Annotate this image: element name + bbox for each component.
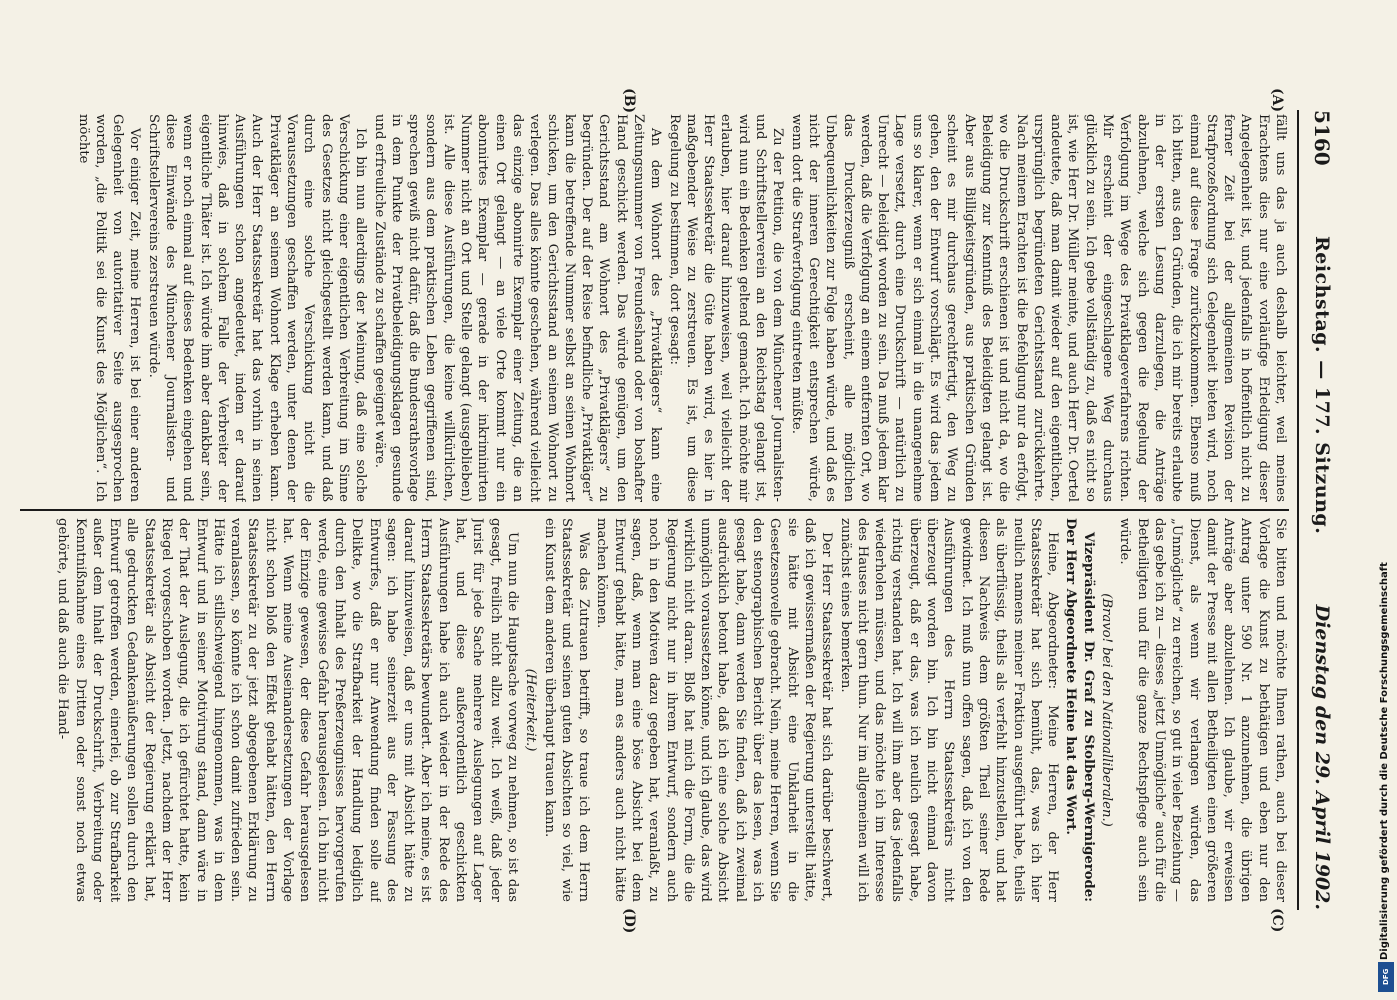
- paragraph: Was das Zutrauen betrifft, so traue ich dem Herrn Staatssekretär und seinen guten Absichten so viel, wie ein Kunst dem anderen überhaupt trauen kann.: [541, 518, 592, 902]
- margin-letter-b: (B): [621, 88, 637, 114]
- column-divider: [20, 509, 1289, 511]
- margin-letter-a: (A): [1269, 88, 1285, 113]
- page-header: [1297, 110, 1339, 910]
- left-column: [0, 114, 1289, 502]
- paragraph: Heine, Abgeordneter: Meine Herren, der Herr Staatssekretär hat sich bemüht, das, was ich hier neulich namens meiner Fraktion ausgeführt habe, theils als überflüssig, theils als verfehlt hinzustellen, und hat diesen Nachweis dem größten Theil seiner Rede gewidmet. Ich muß nun offen sagen, daß ich von den Ausführungen des Herrn Staatssekretärs nicht überzeugt worden bin. Ich bin nicht einmal davon überzeugt, daß er das, was ich neulich gesagt habe, richtig verstanden hat. Ich will ihm aber das jedenfalls wiederholen müssen, und das möchte ich im Interesse des Hauses nicht gern thun. Nur im allgemeinen will ich zunächst eines bemerken.: [837, 518, 1061, 902]
- session-date: Dienstag den 29. April 1902.: [1311, 604, 1333, 910]
- quoted-paragraph: An dem Wohnort des „Privatklägers“ kann eine Zeitungsnummer von Freundeshand oder von boshafter Hand geschickt werden. Das würde genügen, um den Gerichtsstand am Wohnort des „Privatklägers“ zu begründen. Der auf der Reise befindliche „Privatkläger“ kann die betreffende Nummer selbst an seinen Wohnort schicken, um den Gerichtsstand an seinem Wohnort zu verlegen. Das alles könnte geschehen, während vielleicht das einzige abonnirte Exemplar einer Zeitung, die an einen Ort gelangt — an viele Orte kommt nur ein abonnirtes Exemplar — gerade in der inkriminirten Nummer nicht an Ort und Stelle gelangt (ausgeblieben) ist. Alle diese Ausführungen, die keine willkürlichen, sondern aus dem praktischen Leben gegriffenen sind, sprechen gewiß nicht dafür, daß die Bundesrathsvorlage in dem Punkte der Privatbeleidigungsklagen gesunde und erfreuliche Zustände zu schaffen geeignet wäre.: [371, 114, 664, 502]
- paragraph: Ich bin nun allerdings der Meinung, daß eine solche Verschickung einer eigentlichen Verbreitung im Sinne des Gesetzes nicht gleichgestellt werden kann, und daß durch eine solche Verschickung nicht die Voraussetzungen geschaffen werden, unter denen der Privatkläger an seinem Wohnort Klage erheben kann. Auch der Herr Staatssekretär hat das vorhin in seinen Ausführungen schon angedeutet, indem er darauf hinwies, daß in solchem Falle der Verbreiter der eigentliche Thäter ist. Ich würde ihm aber dankbar sein, wenn er noch einmal auf dieses Bedenken eingehen und diese Einwände des Münchener Journalisten- und Schriftstellervereins zerstreuen würde.: [145, 114, 369, 502]
- paragraph: Der Herr Staatssekretär hat sich darüber beschwert, daß ich gewissermaßen der Regierung unterstellt hätte, sie hätte mit Absicht eine Unklarheit in die Gesetzesnovelle gebracht. Nein, meine Herren, wenn Sie den stenographischen Bericht über das lesen, was ich gesagt habe, dann werden Sie finden, daß ich zweimal ausdrücklich betont habe, daß ich eine solche Absicht unmöglich voraussetzen könne, und ich glaube, das wird wirklich nicht daran. Bloß hat mich die Form, die die Regierung nicht nur in ihrem Entwurf, sondern auch noch in den Motiven dazu gegeben hat, veranlaßt, zu sagen, daß, wenn man eine böse Absicht bei dem Entwurf gehabt hätte, man es anders auch nicht hätte machen können.: [594, 518, 835, 902]
- speaker-announcement: Vizepräsident Dr. Graf zu Stolberg-Wernigerode: Der Herr Abgeordnete Heine hat das Wort.: [1063, 518, 1096, 902]
- paragraph: Vor einiger Zeit, meine Herren, ist bei einer anderen Gelegenheit von autoritativer Seite ausgesprochen worden, „die Politik sei die Kunst des Möglichen“. Ich möchte: [75, 114, 143, 502]
- digitization-notice: Digitalisierung gefördert durch die Deutsche Forschungsgemeinschaft: [1379, 562, 1390, 960]
- applause-note: (Bravo! bei den Nationalliberalen.): [1099, 593, 1115, 827]
- margin-letter-d: (D): [621, 908, 637, 934]
- laughter-note: (Heiterkeit.): [523, 668, 539, 752]
- digitization-strip: [1375, 0, 1397, 1000]
- right-column: [0, 518, 1289, 902]
- page-title: Reichstag. — 177. Sitzung.: [1311, 236, 1333, 535]
- paragraph: Um nun die Hauptsache vorweg zu nehmen, so ist das gesagt, freilich nicht allzu weit. Ich weiß, daß jeder Jurist für jede Sache mehrere Auslegungen auf Lager hat, und diese außerordentlich geschickten Ausführungen habe ich auch wieder in der Rede des Herrn Staatssekretärs bewundert. Aber ich meine, es ist darauf hinzuweisen, daß er uns mit Absicht hätte zu sagen: ich habe seinerzeit aus der Fassung des Entwurfes, daß er nur Anwendung finden solle auf Delikte, wo die Strafbarkeit der Handlung lediglich durch den Inhalt des Preßerzeugnisses hervorgerufen werde, eine gewisse Gefahr herausgelesen. Ich bin nicht der Einzige gewesen, der diese Gefahr herausgelesen hat. Wenn meine Auseinandersetzungen der Vorlage nicht schon bloß den Effekt gehabt hätten, den Herrn Staatssekretär zu der jetzt abgegebenen Erklärung zu veranlassen, so könnte ich schon damit zufrieden sein. Hätte ich stillschweigend hingenommen, was in dem Entwurf und in seiner Motivirung stand, dann wäre in der That der Auslegung, die ich gefürchtet hatte, kein Riegel vorgeschoben worden. Jetzt, nachdem der Herr Staatssekretär als Absicht der Regierung erklärt hat, alle gedruckten Gedankenäußerungen sollen durch den Entwurf getroffen werden, einerlei, ob zur Strafbarkeit außer dem Inhalt der Druckschrift, Verbreitung oder Kenntnißnahme eines Dritten oder sonst noch etwas gehörte, und daß auch die Hand-: [55, 518, 520, 902]
- page-number: 5160: [1310, 110, 1334, 166]
- margin-letter-c: (C): [1269, 908, 1285, 933]
- paragraph: Zu der Petition, die von dem Münchener Journalisten- und Schriftstellerverein an den Reichstag gelangt ist, wird nun ein Bedenken geltend gemacht. Ich möchte mir erlauben, hier darauf hinzuweisen, weil vielleicht der Herr Staatssekretär die Güte haben wird, es hier in maßgebender Weise zu zerstreuen. Es ist, um diese Regelung zu bestimmen, dort gesagt:: [666, 114, 786, 502]
- paragraph: Sie bitten und möchte Ihnen rathen, auch bei dieser Vorlage die Kunst zu bethätigen und eben nur den Antrag unter 590 Nr. 1 anzunehmen, die übrigen Anträge aber abzulehnen. Ich glaube, wir erweisen damit der Presse mit allen Betheiligten einen größeren Dienst, als wenn wir verlangen würden, das „Unmögliche“ zu erreichen, so gut in vieler Beziehung — das gebe ich zu — dieses „jetzt Unmögliche“ auch für die Betheiligten und für die ganze Rechtspflege auch sein würde.: [1117, 518, 1288, 902]
- paragraph: fällt uns das ja auch deshalb leichter, weil meines Erachtens dies nur eine vorläufige Erledigung dieser Angelegenheit ist, und jedenfalls in hoffentlich nicht zu ferner Zeit bei der allgemeinen Revision der Strafprozeßordnung sich Gelegenheit bieten wird, noch einmal auf diese Frage zurückzukommen. Ebenso muß ich bitten, aus den Gründen, die ich mir bereits erlaubte in der ersten Lesung darzulegen, die Anträge abzulehnen, welche sich gegen die Regelung der Verfolgung im Wege des Privatklageverfahrens richten. Mir erscheint der eingeschlagene Weg durchaus glücklich zu sein. Ich gebe vollständig zu, daß es nicht so ist, wie Herr Dr. Müller meinte, und auch Herr Dr. Oertel andeutete, daß man damit wieder auf den eigentlichen, ursprünglich begründeten Gerichtsstand zurückkehrte. Nach meinem Erachten ist die Befehlgung nur da erfolgt, wo die Druckschrift erschienen ist und nicht da, wo die Beleidigung zur Kenntniß des Beleidigten gelangt ist. Aber aus Billigkeitsgründen, aus praktischen Gründen scheint es mir durchaus gerechtfertigt, den Weg zu gehen, den der Entwurf vorschlägt. Es wird das jedem uns so klarer, wenn er sich einmal in die unangenehme Lage versetzt, durch eine Druckschrift — natürlich zu Unrecht — beleidigt worden zu sein. Da muß jedem klar werden, daß die Verfolgung an einem entfernten Ort, wo das Druckerzeugniß erscheint, alle möglichen Unbequemlichkeiten zur Folge haben würde, und daß es nicht der inneren Gerechtigkeit entsprechen würde, wenn dort die Strafverfolgung eintreten müßte.: [788, 114, 1288, 502]
- dfg-logo-icon: DFG: [1378, 962, 1394, 992]
